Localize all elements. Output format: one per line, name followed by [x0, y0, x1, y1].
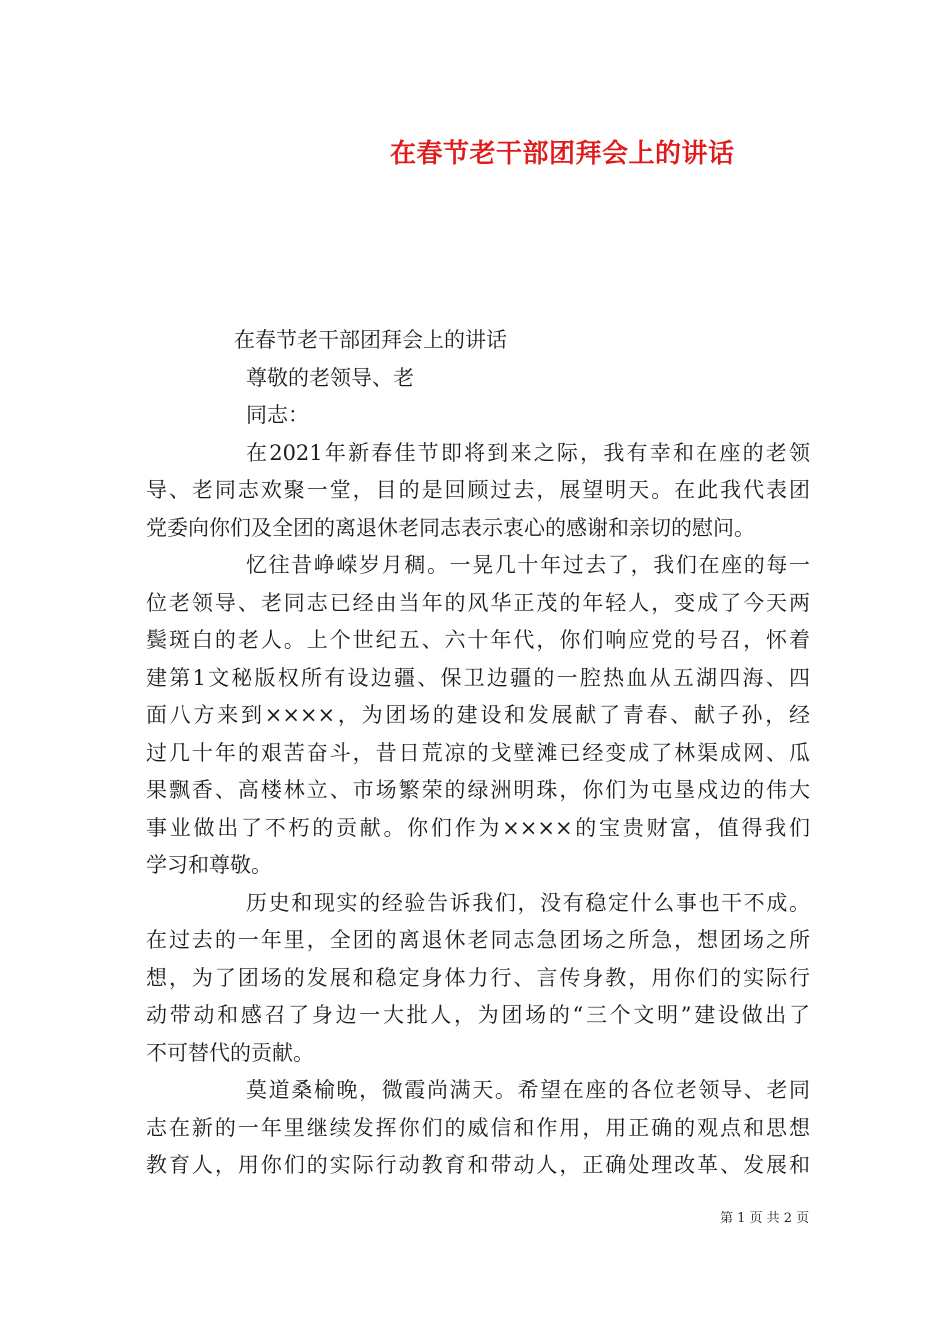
page-number: 第 1 页 共 2 页: [720, 1211, 810, 1226]
paragraph-line: 果飘香、高楼林立、市场繁荣的绿洲明珠，你们为屯垦戍边的伟大: [146, 778, 810, 802]
paragraph-line: 过几十年的艰苦奋斗，昔日荒凉的戈壁滩已经变成了林渠成网、瓜: [146, 740, 810, 765]
paragraph-line: 位老领导、老同志已经由当年的风华正茂的年轻人，变成了今天两: [146, 590, 810, 615]
salutation-line-2: 同志：: [246, 403, 309, 427]
paragraph-line: 事业做出了不朽的贡献。你们作为××××的宝贵财富，值得我们: [146, 815, 810, 840]
paragraph-line: 导、老同志欢聚一堂，目的是回顾过去，展望明天。在此我代表团: [146, 478, 810, 502]
paragraph-line: 面八方来到××××，为团场的建设和发展献了青春、献子孙，经: [146, 703, 810, 727]
paragraph-line: 志在新的一年里继续发挥你们的威信和作用，用正确的观点和思想: [146, 1115, 810, 1140]
paragraph-line: 不可替代的贡献。: [146, 1040, 314, 1065]
paragraph-line: 想，为了团场的发展和稳定身体力行、言传身教，用你们的实际行: [146, 965, 810, 990]
paragraph-line: 党委向你们及全团的离退休老同志表示衷心的感谢和亲切的慰问。: [146, 515, 755, 540]
paragraph-line: 历史和现实的经验告诉我们，没有稳定什么事也干不成。: [246, 890, 810, 915]
paragraph-line: 在2021年新春佳节即将到来之际，我有幸和在座的老领: [246, 440, 810, 465]
paragraph-3: [146, 885, 810, 1073]
paragraph-line: 忆往昔峥嵘岁月稠。一晃几十年过去了，我们在座的每一: [246, 553, 810, 577]
paragraph-line: 鬓斑白的老人。上个世纪五、六十年代，你们响应党的号召，怀着: [146, 628, 810, 652]
paragraph-line: 学习和尊敬。: [146, 853, 272, 877]
paragraph-line: 动带动和感召了身边一大批人，为团场的“三个文明”建设做出了: [146, 1003, 810, 1027]
paragraph-line: 教育人，用你们的实际行动教育和带动人，正确处理改革、发展和: [146, 1153, 810, 1177]
paragraph-line: 在过去的一年里，全团的离退休老同志急团场之所急，想团场之所: [146, 928, 810, 952]
salutation-line-1: 尊敬的老领导、老: [246, 365, 414, 390]
page-title: 在春节老干部团拜会上的讲话: [390, 139, 735, 169]
paragraph-1: [146, 435, 810, 548]
paragraph-line: 莫道桑榆晚，微霞尚满天。希望在座的各位老领导、老同: [246, 1078, 810, 1102]
paragraph-2: [146, 547, 810, 885]
paragraph-4: [146, 1072, 810, 1185]
document-subtitle: 在春节老干部团拜会上的讲话: [234, 328, 507, 352]
paragraph-line: 建第1文秘版权所有设边疆、保卫边疆的一腔热血从五湖四海、四: [146, 665, 810, 690]
document-body: [146, 322, 810, 1185]
